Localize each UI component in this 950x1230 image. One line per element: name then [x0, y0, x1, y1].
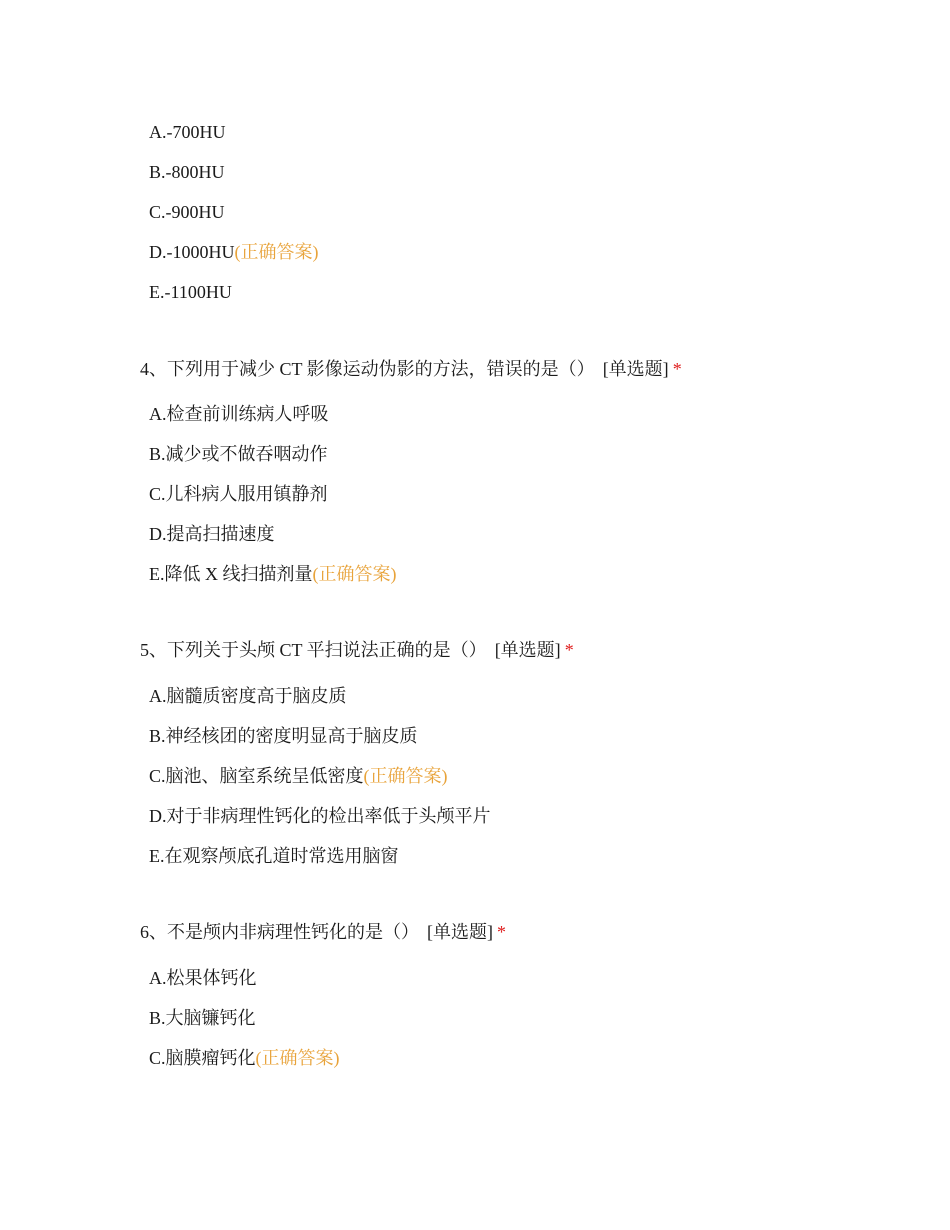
q6-title — [140, 920, 506, 944]
q5-option-b — [149, 724, 418, 748]
q3-option-a — [149, 120, 226, 144]
q3-option-e — [149, 280, 232, 304]
question-text: 6、不是颅内非病理性钙化的是（） — [140, 922, 419, 942]
q5-title — [140, 638, 574, 662]
option-text: D.对于非病理性钙化的检出率低于头颅平片 — [149, 806, 491, 826]
option-text: E.在观察颅底孔道时常选用脑窗 — [149, 846, 399, 866]
option-text: B.神经核团的密度明显高于脑皮质 — [149, 726, 418, 746]
correct-answer-marker: (正确答案) — [234, 242, 319, 262]
option-text: E.降低 X 线扫描剂量 — [149, 564, 313, 584]
q6-option-c — [149, 1046, 340, 1070]
option-text: D.-1000HU — [149, 242, 235, 262]
q4-option-b — [149, 442, 328, 466]
option-text: A.检查前训练病人呼吸 — [149, 404, 329, 424]
correct-answer-marker: (正确答案) — [363, 766, 448, 786]
q5-option-a — [149, 684, 347, 708]
required-marker: * — [672, 359, 682, 379]
q3-option-d — [149, 240, 319, 264]
option-text: C.-900HU — [149, 202, 225, 222]
required-marker: * — [497, 922, 506, 942]
q4-option-e — [149, 562, 397, 586]
question-text: 5、下列关于头颅 CT 平扫说法正确的是（） — [140, 640, 487, 660]
question-type-tag: [单选题] — [494, 640, 561, 660]
q6-option-a — [149, 966, 257, 990]
q3-option-c — [149, 200, 225, 224]
q4-option-c — [149, 482, 328, 506]
option-text: B.减少或不做吞咽动作 — [149, 444, 328, 464]
option-text: B.-800HU — [149, 162, 225, 182]
correct-answer-marker: (正确答案) — [255, 1048, 340, 1068]
option-text: C.脑膜瘤钙化 — [149, 1048, 256, 1068]
option-text: A.脑髓质密度高于脑皮质 — [149, 686, 347, 706]
question-type-tag: [单选题] — [602, 359, 669, 379]
q5-option-e — [149, 844, 399, 868]
option-text: A.松果体钙化 — [149, 968, 257, 988]
option-text: A.-700HU — [149, 122, 226, 142]
q5-option-c — [149, 764, 448, 788]
option-text: C.儿科病人服用镇静剂 — [149, 484, 328, 504]
q3-option-b — [149, 160, 225, 184]
option-text: E.-1100HU — [149, 282, 232, 302]
question-text: 4、下列用于减少 CT 影像运动伪影的方法，错误的是（） — [140, 359, 595, 379]
q4-option-d — [149, 522, 275, 546]
q4-title — [140, 357, 682, 381]
option-text: D.提高扫描速度 — [149, 524, 275, 544]
option-text: C.脑池、脑室系统呈低密度 — [149, 766, 364, 786]
q4-option-a — [149, 402, 329, 426]
correct-answer-marker: (正确答案) — [312, 564, 397, 584]
required-marker: * — [564, 640, 574, 660]
option-text: B.大脑镰钙化 — [149, 1008, 256, 1028]
q6-option-b — [149, 1006, 256, 1030]
question-type-tag: [单选题] — [427, 922, 493, 942]
q5-option-d — [149, 804, 491, 828]
